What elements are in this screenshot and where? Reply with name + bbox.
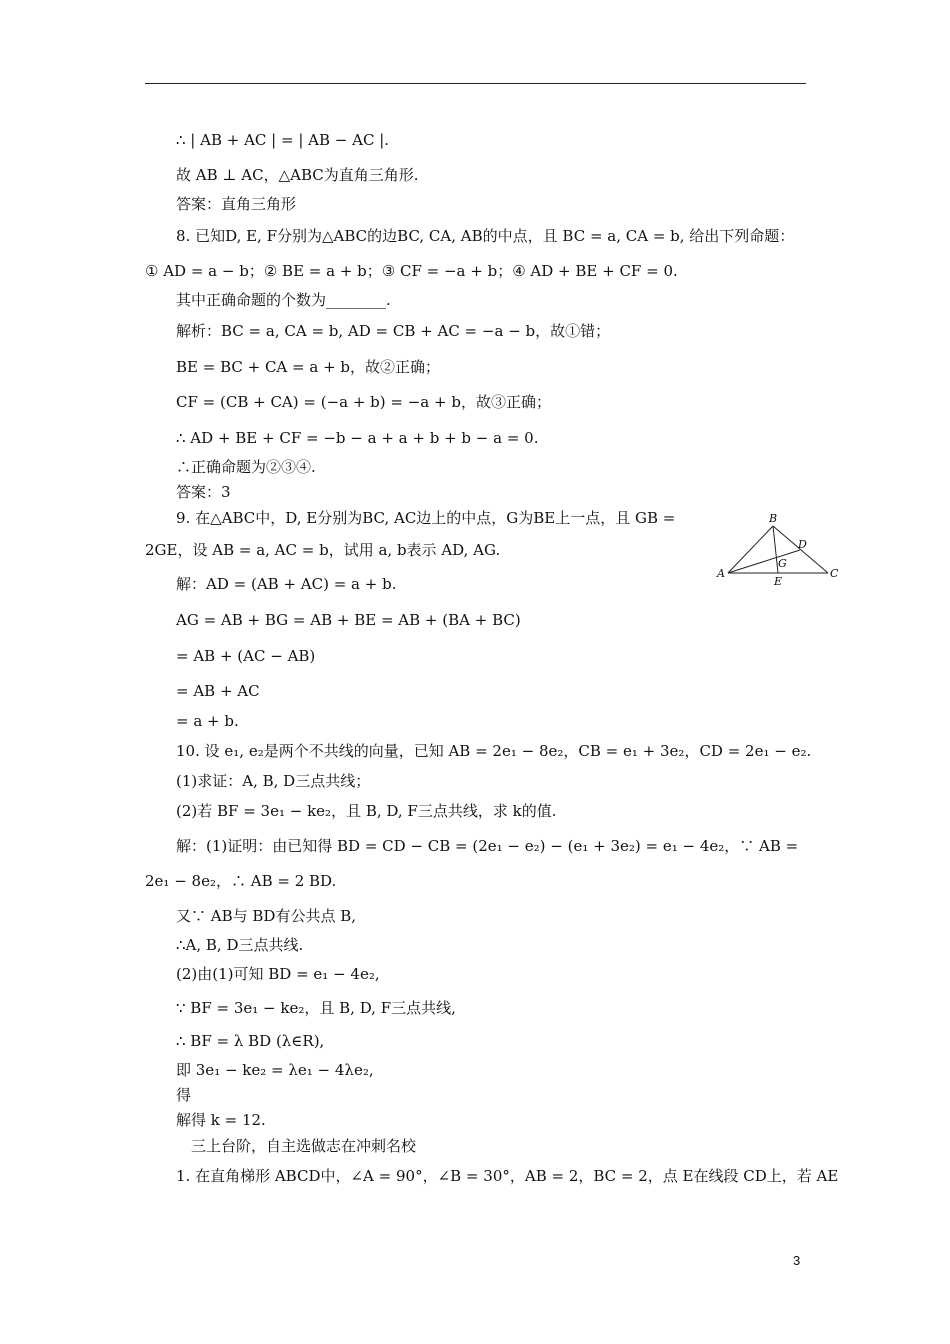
- page-number: 3: [793, 1253, 801, 1268]
- question-10: 10. 设 e₁, e₂是两个不共线的向量，已知 AB = 2e₁ − 8e₂，CB = e₁ + 3e₂，CD = 2e₁ − e₂.: [176, 742, 812, 760]
- text-line: ∴ BF = λ BD (λ∈R),: [176, 1032, 325, 1050]
- text-line: ∴正确命题为②③④.: [176, 458, 316, 476]
- text-line: BE = BC + CA = a + b，故②正确；: [176, 358, 441, 376]
- text-line: 得: [176, 1086, 192, 1104]
- header-rule: [145, 83, 806, 84]
- text-line: 又∵ AB与 BD有公共点 B,: [176, 907, 357, 925]
- text-line: ∴ AD + BE + CF = −b − a + a + b + b − a = 0.: [176, 429, 539, 447]
- text-line: (2)由(1)可知 BD = e₁ − 4e₂,: [176, 965, 380, 983]
- text-line: = a + b.: [176, 712, 239, 730]
- text-line: = AB + (AC − AB): [176, 647, 316, 665]
- text-line: 解：(1)证明：由已知得 BD = CD − CB = (2e₁ − e₂) − (e₁ + 3e₂) = e₁ − 4e₂，∵ AB =: [176, 837, 799, 855]
- text-line: 2e₁ − 8e₂，∴ AB = 2 BD.: [145, 872, 337, 890]
- triangle-figure: [712, 512, 842, 592]
- question-9: 9. 在△ABC中，D, E分别为BC, AC边上的中点，G为BE上一点，且 GB =: [176, 509, 676, 527]
- label-d: D: [798, 538, 807, 551]
- section-heading: 三上台阶，自主选做志在冲刺名校: [191, 1137, 417, 1155]
- text-line: 即 3e₁ − ke₂ = λe₁ − 4λe₂,: [176, 1061, 374, 1079]
- text-line: = AB + AC: [176, 682, 260, 700]
- label-b: B: [769, 512, 778, 525]
- question-1: 1. 在直角梯形 ABCD中，∠A = 90°，∠B = 30°，AB = 2，BC = 2，点 E在线段 CD上，若 AE: [176, 1167, 839, 1185]
- text-line: (1)求证：A, B, D三点共线；: [176, 772, 371, 790]
- text-line: ∴ | AB + AC | = | AB − AC |.: [176, 131, 390, 149]
- text-line: AG = AB + BG = AB + BE = AB + (BA + BC): [176, 611, 521, 629]
- text-line: 2GE，设 AB = a, AC = b，试用 a, b表示 AD, AG.: [145, 541, 501, 559]
- text-line: 其中正确命题的个数为________.: [176, 291, 391, 309]
- text-line: 解：AD = (AB + AC) = a + b.: [176, 575, 397, 593]
- label-g: G: [778, 557, 787, 570]
- label-e: E: [774, 575, 783, 588]
- label-a: A: [717, 567, 725, 580]
- question-8: 8. 已知D, E, F分别为△ABC的边BC, CA, AB的中点，且 BC = a, CA = b, 给出下列命题：: [176, 227, 795, 245]
- label-c: C: [830, 567, 839, 580]
- text-line: 答案：直角三角形: [176, 195, 297, 213]
- text-line: 答案：3: [176, 483, 231, 501]
- text-line: CF = (CB + CA) = (−a + b) = −a + b，故③正确；: [176, 393, 551, 411]
- text-line: 故 AB ⊥ AC，△ABC为直角三角形.: [176, 166, 419, 184]
- text-line: (2)若 BF = 3e₁ − ke₂，且 B, D, F三点共线，求 k的值.: [176, 802, 557, 820]
- text-line: ∴A, B, D三点共线.: [176, 936, 304, 954]
- text-line: ∵ BF = 3e₁ − ke₂，且 B, D, F三点共线,: [176, 999, 456, 1017]
- text-line: 解得 k = 12.: [176, 1111, 266, 1129]
- text-line: 解析：BC = a, CA = b, AD = CB + AC = −a − b，故①错；: [176, 322, 611, 340]
- text-line: ① AD = a − b；② BE = a + b；③ CF = −a + b；④ AD + BE + CF = 0.: [145, 262, 678, 280]
